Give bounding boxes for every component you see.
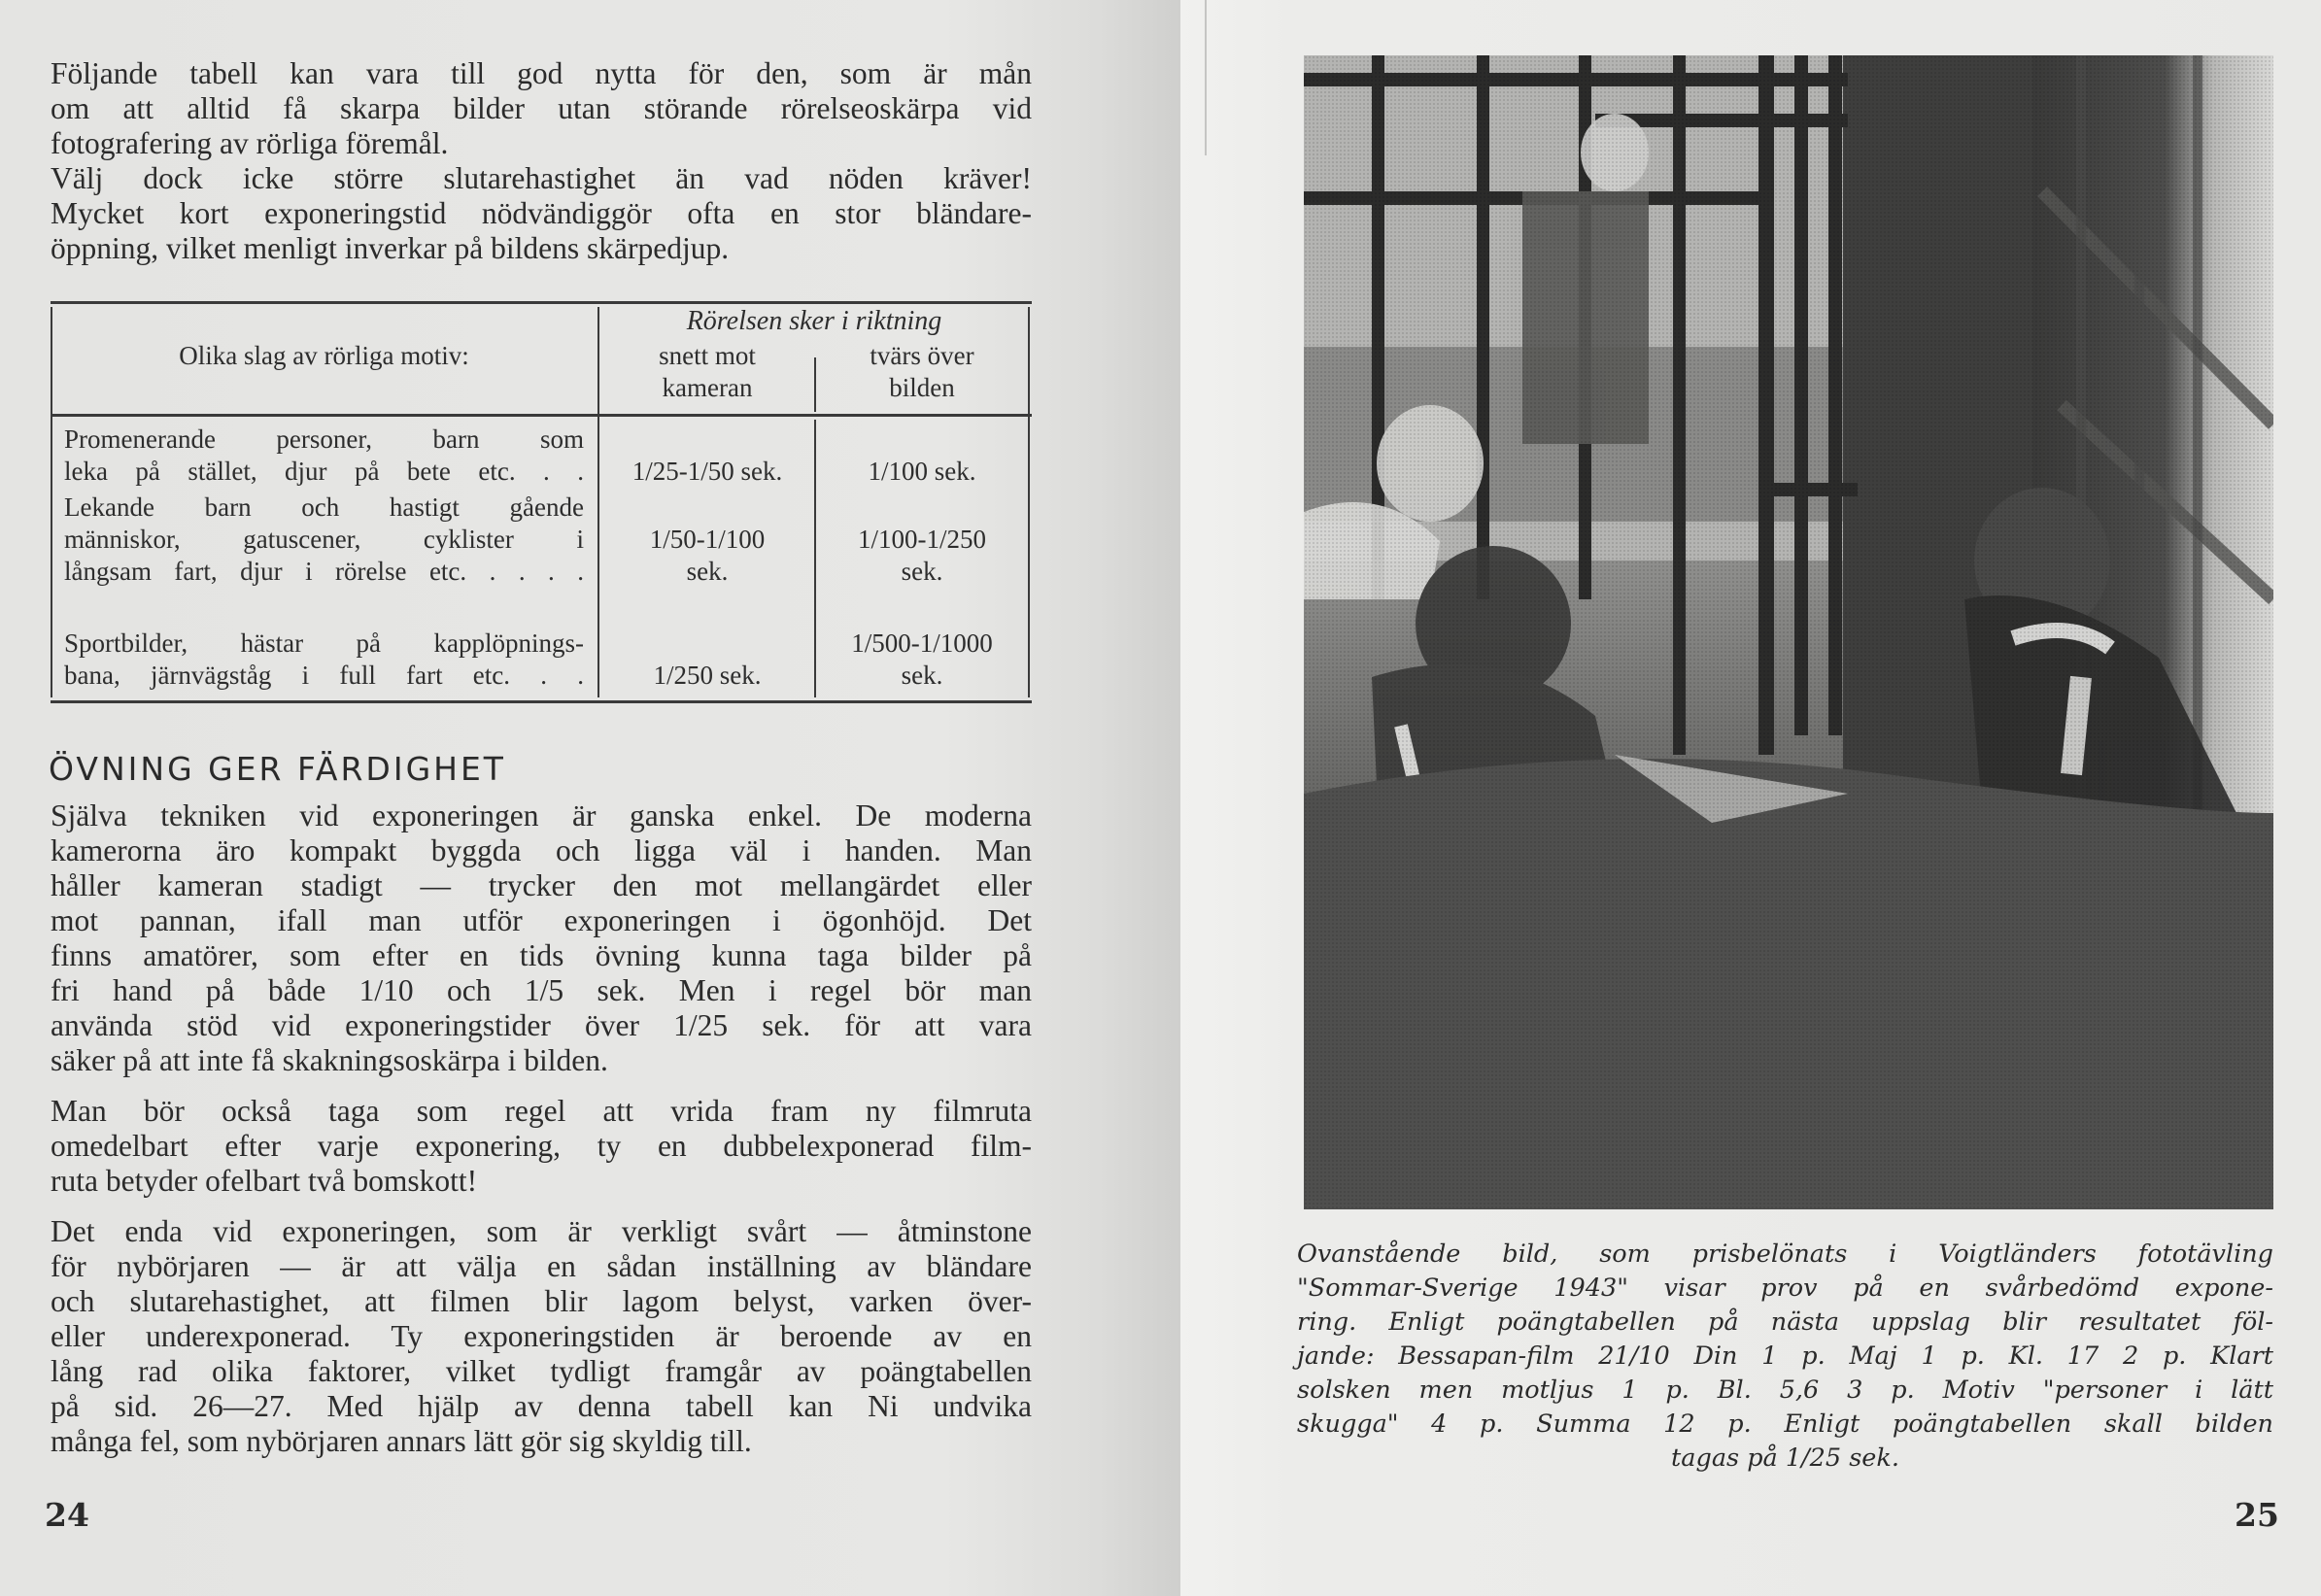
- caption-line: "Sommar-Sverige 1943" visar prov på en svårbedömd expone-: [1297, 1273, 2273, 1303]
- table-divider-1: [597, 307, 599, 697]
- section-heading: ÖVNING GER FÄRDIGHET: [49, 750, 506, 788]
- text-line: många fel, som nybörjaren annars lätt gör sig skyldig till.: [51, 1424, 752, 1458]
- table-row-1-motiv: [64, 424, 584, 488]
- cell-line: Lekande barn och hastigt gående: [64, 492, 584, 522]
- table-border-right: [1028, 307, 1030, 697]
- header-direction-group: Rörelsen sker i riktning: [686, 306, 942, 336]
- text-line: använda stöd vid exponeringstider över 1/25 sek. för att vara: [51, 1008, 1032, 1042]
- text-line: Följande tabell kan vara till god nytta för den, som är mån: [51, 56, 1032, 90]
- text-line: fri hand på både 1/10 och 1/5 sek. Men i regel bör man: [51, 973, 1032, 1007]
- body-paragraph-technique: [51, 798, 1032, 1078]
- body-paragraph-film-advance: [51, 1094, 1032, 1199]
- photo-icon: [1304, 55, 2273, 1209]
- text-line: Välj dock icke större slutarehastighet än vad nöden kräver!: [51, 161, 1032, 195]
- caption-line: jande: Bessapan-film 21/10 Din 1 p. Maj 1 p. Kl. 17 2 p. Klart: [1297, 1341, 2273, 1371]
- header-line: bilden: [889, 373, 955, 402]
- caption-line: skugga" 4 p. Summa 12 p. Enligt poängtabellen skall bilden: [1297, 1409, 2273, 1439]
- text-line: eller underexponerad. Ty exponeringstiden är beroende av en: [51, 1319, 1032, 1353]
- text-line: omedelbart efter varje exponering, ty en dubbelexponerad film-: [51, 1129, 1032, 1163]
- text-line: Mycket kort exponeringstid nödvändiggör ofta en stor bländare-: [51, 196, 1032, 230]
- photo-caption: [1297, 1238, 2273, 1476]
- header-motiv: Olika slag av rörliga motiv:: [179, 341, 469, 370]
- table-row-3-tvars: [816, 628, 1028, 692]
- table-rule-bottom: [51, 700, 1032, 703]
- cell-line: sek.: [901, 661, 943, 690]
- text-line: för nybörjaren — är att välja en sådan inställning av bländare: [51, 1249, 1032, 1283]
- text-line: fotografering av rörliga föremål.: [51, 126, 449, 160]
- text-line: och slutarehastighet, att filmen blir lagom belyst, varken över-: [51, 1284, 1032, 1318]
- cell-line: bana, järnvägståg i full fart etc. . .: [64, 661, 584, 690]
- text-line: ruta betyder ofelbart två bomskott!: [51, 1164, 478, 1198]
- text-line: öppning, vilket menligt inverkar på bildens skärpedjup.: [51, 231, 730, 265]
- text-line: lång rad olika faktorer, vilket tydligt framgår av poängtabellen: [51, 1354, 1032, 1388]
- cell-line: långsam fart, djur i rörelse etc. . . . .: [64, 557, 584, 586]
- table-row-2-motiv: [64, 492, 584, 588]
- text-line: säker på att inte få skakningsoskärpa i bilden.: [51, 1043, 608, 1077]
- text-line: finns amatörer, som efter en tids övning kunna taga bilder på: [51, 938, 1032, 972]
- body-paragraph-exposure: [51, 1214, 1032, 1459]
- caption-line: tagas på 1/25 sek.: [1671, 1443, 1899, 1473]
- page-fold: [1205, 0, 1207, 155]
- table-row-3-snett: 1/250 sek.: [653, 661, 762, 690]
- text-line: om att alltid få skarpa bilder utan störande rörelseoskärpa vid: [51, 91, 1032, 125]
- intro-paragraph: [51, 56, 1032, 266]
- header-line: snett mot: [659, 341, 756, 370]
- table-rule-header: [51, 414, 1032, 417]
- caption-line: solsken men motljus 1 p. Bl. 5,6 3 p. Motiv "personer i lätt: [1297, 1375, 2273, 1405]
- text-line: kamerorna äro kompakt byggda och ligga väl i handen. Man: [51, 833, 1032, 867]
- page-number-left: 24: [45, 1496, 89, 1534]
- page-number-right: 25: [2235, 1496, 2279, 1534]
- header-line: tvärs över: [870, 341, 974, 370]
- table-row-1-tvars: 1/100 sek.: [868, 457, 976, 486]
- table-rule-top: [51, 301, 1032, 304]
- cell-line: 1/100-1/250: [858, 525, 986, 554]
- shutter-speed-table: [51, 301, 1032, 703]
- table-row-1-snett: 1/25-1/50 sek.: [631, 457, 783, 486]
- header-snett: [600, 340, 814, 404]
- photo-children-at-gate: [1304, 55, 2273, 1209]
- table-row-2-snett: [600, 524, 814, 588]
- text-line: Själva tekniken vid exponeringen är ganska enkel. De moderna: [51, 798, 1032, 832]
- header-tvars: [816, 340, 1028, 404]
- cell-line: människor, gatuscener, cyklister i: [64, 525, 584, 554]
- text-line: Det enda vid exponeringen, som är verkligt svårt — åtminstone: [51, 1214, 1032, 1248]
- table-row-2-tvars: [816, 524, 1028, 588]
- caption-line: ring. Enligt poängtabellen på nästa uppslag blir resultatet föl-: [1297, 1307, 2273, 1337]
- cell-line: 1/500-1/1000: [851, 628, 993, 658]
- text-line: på sid. 26—27. Med hjälp av denna tabell kan Ni undvika: [51, 1389, 1032, 1423]
- cell-line: leka på stället, djur på bete etc. . .: [64, 457, 584, 486]
- caption-line: Ovanstående bild, som prisbelönats i Voigtländers fototävling: [1297, 1239, 2273, 1269]
- cell-line: sek.: [901, 557, 943, 586]
- cell-line: 1/50-1/100: [649, 525, 766, 554]
- text-line: Man bör också taga som regel att vrida fram ny filmruta: [51, 1094, 1032, 1128]
- text-line: håller kameran stadigt — trycker den mot mellangärdet eller: [51, 868, 1032, 902]
- cell-line: Sportbilder, hästar på kapplöpnings-: [64, 628, 584, 658]
- cell-line: Promenerande personer, barn som: [64, 424, 584, 454]
- header-line: kameran: [662, 373, 753, 402]
- table-row-3-motiv: [64, 628, 584, 692]
- cell-line: sek.: [686, 557, 729, 586]
- text-line: mot pannan, ifall man utför exponeringen i ögonhöjd. Det: [51, 903, 1032, 937]
